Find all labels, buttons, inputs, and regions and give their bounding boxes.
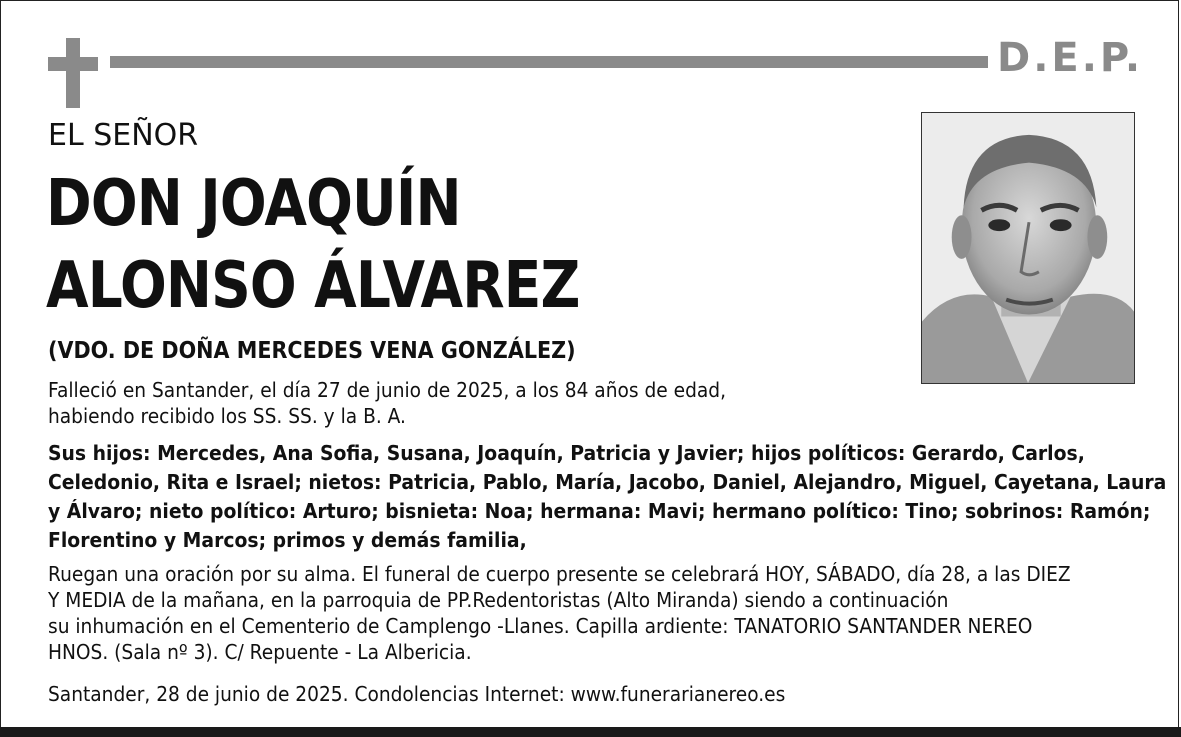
- closing-text: Santander, 28 de junio de 2025. Condolencias Internet: www.funerarianereo.es: [48, 682, 786, 706]
- closing-line: [48, 681, 785, 707]
- family-list: [48, 439, 1166, 555]
- death-notice-line: Falleció en Santander, el día 27 de junio de 2025, a los 84 años de edad,: [48, 378, 727, 402]
- deceased-name-line2: ALONSO ÁLVAREZ: [46, 249, 580, 323]
- family-line: Florentino y Marcos; primos y demás familia,: [48, 528, 527, 552]
- funeral-line: HNOS. (Sala nº 3). C/ Repuente - La Albericia.: [48, 640, 472, 664]
- cross-icon: [48, 38, 98, 108]
- family-line: Celedonio, Rita e Israel; nietos: Patricia, Pablo, María, Jacobo, Daniel, Alejandro, Miguel, Cayetana, Laura: [48, 470, 1167, 494]
- widow-of-line: (VDO. DE DOÑA MERCEDES VENA GONZÁLEZ): [48, 338, 576, 364]
- bottom-rule: [0, 727, 1181, 737]
- honorific-title: EL SEÑOR: [48, 118, 199, 153]
- deceased-name-line1: DON JOAQUÍN: [46, 167, 461, 241]
- death-notice-line: habiendo recibido los SS. SS. y la B. A.: [48, 404, 406, 428]
- header-rule: [110, 56, 988, 68]
- death-notice: [48, 377, 726, 429]
- portrait-photo: [921, 112, 1135, 384]
- family-line: y Álvaro; nieto político: Arturo; bisnieta: Noa; hermana: Mavi; hermano político: Tino; sobrinos: Ramón;: [48, 499, 1151, 523]
- dep-label: D.E.P.: [997, 35, 1144, 81]
- funeral-line: Y MEDIA de la mañana, en la parroquia de PP.Redentoristas (Alto Miranda) siendo a continuación: [48, 588, 949, 612]
- funeral-details: [48, 561, 1071, 665]
- family-line: Sus hijos: Mercedes, Ana Sofia, Susana, Joaquín, Patricia y Javier; hijos políticos: Gerardo, Carlos,: [48, 441, 1085, 465]
- funeral-line: su inhumación en el Cementerio de Camplengo -Llanes. Capilla ardiente: TANATORIO SANTANDER NEREO: [48, 614, 1033, 638]
- funeral-line: Ruegan una oración por su alma. El funeral de cuerpo presente se celebrará HOY, SÁBADO, día 28, a las DIEZ: [48, 562, 1071, 586]
